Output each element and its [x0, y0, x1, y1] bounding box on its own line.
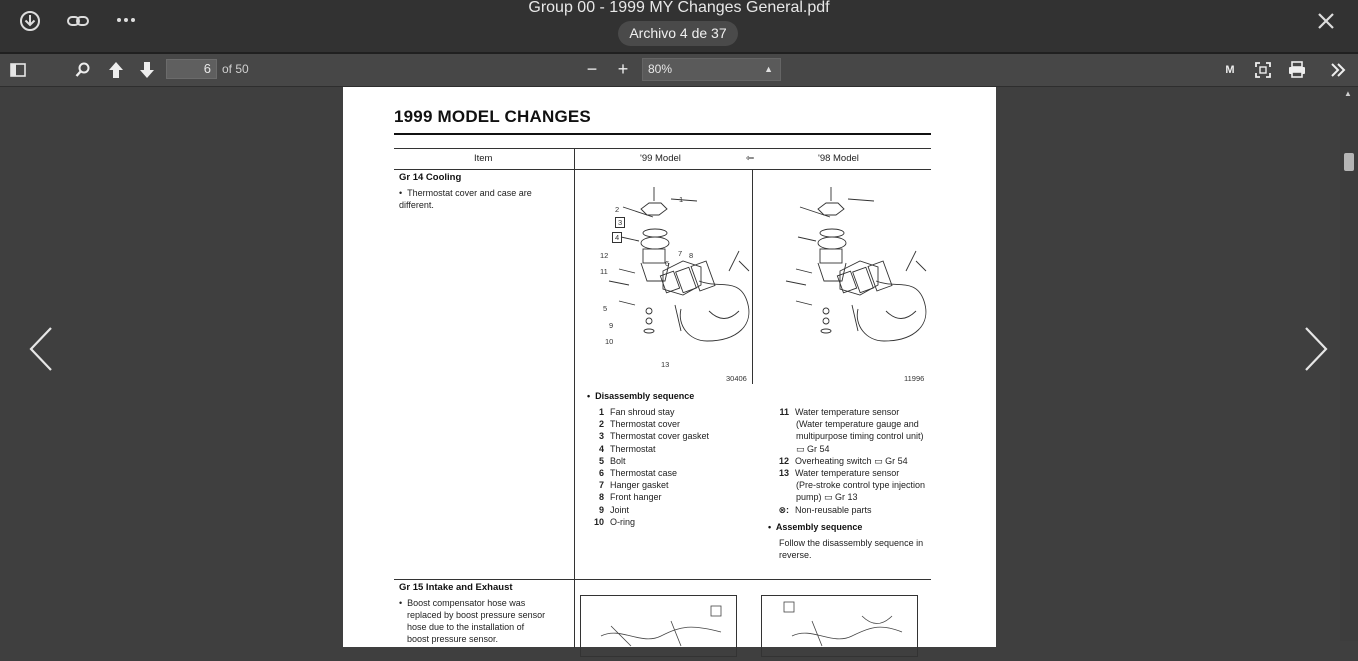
- section-gr15-title: Gr 15 Intake and Exhaust: [399, 582, 513, 593]
- tools-menu-icon[interactable]: [1327, 59, 1349, 81]
- file-counter: Archivo 4 de 37: [618, 21, 738, 46]
- zoom-select[interactable]: [642, 58, 781, 81]
- presentation-mode-icon[interactable]: [1252, 59, 1274, 81]
- heading-rule: [394, 133, 931, 135]
- seq11-line2: (Water temperature gauge and: [796, 419, 919, 430]
- print-icon[interactable]: [1286, 59, 1308, 81]
- zoom-value: 80%: [648, 62, 673, 76]
- callout-10: 10: [605, 337, 614, 346]
- assembly-title: • Assembly sequence: [768, 522, 863, 532]
- manual-ref-icon: ▭: [874, 455, 886, 466]
- close-icon[interactable]: [1313, 8, 1339, 34]
- sequence-item: 5 Bolt: [598, 455, 626, 466]
- disassembly-title-text: Disassembly sequence: [595, 391, 695, 401]
- table-row-line: [394, 579, 931, 580]
- section-gr14-bullet-text: Thermostat cover and case are different.: [399, 188, 532, 210]
- callout-2: 2: [615, 205, 620, 214]
- assembly-title-text: Assembly sequence: [775, 522, 863, 532]
- figure-gr15-98: [761, 595, 918, 657]
- figure-divider: [752, 169, 753, 384]
- section-gr15-bullet: [399, 597, 569, 645]
- next-page-icon[interactable]: [136, 59, 158, 81]
- manual-ref-icon: ▭: [824, 492, 836, 503]
- callout-12: 12: [600, 251, 609, 260]
- disassembly-title: • Disassembly sequence: [587, 391, 695, 401]
- pdf-page: [343, 87, 996, 647]
- file-title: Group 00 - 1999 MY Changes General.pdf: [528, 0, 830, 16]
- previous-file-arrow-icon[interactable]: [27, 325, 55, 373]
- sidebar-toggle-icon[interactable]: [7, 59, 29, 81]
- table-header-line: [394, 169, 931, 170]
- next-file-arrow-icon[interactable]: [1302, 325, 1330, 373]
- table-top-line: [394, 148, 931, 149]
- col-header-99: '99 Model: [640, 153, 681, 164]
- sequence-item: 1 Fan shroud stay: [598, 407, 675, 417]
- callout-13: 13: [661, 360, 670, 369]
- callout-11: 11: [600, 267, 608, 276]
- gr15-line1: • Boost compensator hose was: [399, 598, 526, 608]
- gr15-line3: hose due to the installation of: [407, 622, 525, 632]
- callout-7: 7: [678, 249, 683, 258]
- sequence-item: 10 O-ring: [593, 516, 636, 527]
- zoom-out-button[interactable]: −: [586, 59, 598, 79]
- zoom-in-button[interactable]: +: [617, 59, 629, 79]
- sequence-item: 2 Thermostat cover: [598, 419, 681, 430]
- document-heading: 1999 MODEL CHANGES: [394, 107, 591, 126]
- assembly-text-line1: Follow the disassembly sequence in: [779, 538, 924, 548]
- sequence-item: 8 Front hanger: [598, 492, 662, 503]
- figure-99-number: 30406: [726, 374, 747, 383]
- select-arrows-icon: ▲: [764, 64, 773, 74]
- callout-1: 1: [679, 195, 684, 204]
- bullet-dot: •: [399, 188, 408, 198]
- page-count: of 50: [222, 62, 249, 76]
- viewer-top-bar: [0, 0, 1358, 52]
- assembly-text: [779, 537, 939, 561]
- gr15-line4: boost pressure sensor.: [407, 634, 499, 644]
- sequence-item: 6 Thermostat case: [598, 468, 678, 479]
- col-header-98: '98 Model: [818, 153, 859, 164]
- vertical-scrollbar[interactable]: [1340, 87, 1358, 641]
- nonreusable-icon: ⊗:: [778, 504, 789, 515]
- sequence-item-12: 12 Overheating switch ▭ Gr 54: [778, 455, 908, 466]
- seq11-ref: ▭ Gr 54: [796, 443, 830, 454]
- sequence-item-11: 11 Water temperature sensor: [779, 407, 900, 417]
- seq11-line3: multipurpose timing control unit): [796, 431, 924, 442]
- figure-gr15-99: [580, 595, 737, 657]
- col-header-arrow: ⇦: [746, 153, 754, 164]
- scroll-up-icon[interactable]: ▲: [1344, 89, 1352, 98]
- page-number-input[interactable]: 6: [166, 59, 217, 79]
- section-gr14-bullet: [399, 187, 559, 211]
- scrollbar-thumb[interactable]: [1344, 153, 1354, 171]
- callout-6: 6: [665, 259, 670, 268]
- sequence-item: 9 Joint: [598, 504, 630, 515]
- callout-8: 8: [689, 251, 694, 260]
- gr15-line2: replaced by boost pressure sensor: [407, 610, 546, 620]
- figure-98-number: 11996: [904, 374, 925, 383]
- figure-98-thermostat: [756, 181, 928, 373]
- assembly-text-line2: reverse.: [779, 550, 812, 561]
- callout-9: 9: [609, 321, 614, 330]
- sequence-item: 7 Hanger gasket: [598, 480, 669, 491]
- sequence-item: 3 Thermostat cover gasket: [598, 431, 710, 442]
- manual-ref-icon: ▭: [796, 443, 808, 454]
- more-menu-icon[interactable]: M: [1225, 64, 1235, 76]
- search-icon[interactable]: [72, 59, 94, 81]
- col-header-item: Item: [474, 153, 493, 164]
- sequence-item: 4 Thermostat: [598, 443, 656, 454]
- sequence-item-13: 13 Water temperature sensor: [778, 468, 900, 479]
- sequence-left-list: [592, 406, 762, 528]
- table-col-divider: [574, 148, 575, 648]
- previous-page-icon[interactable]: [105, 59, 127, 81]
- sequence-right-list: [777, 406, 937, 516]
- seq13-line3: pump) ▭ Gr 13: [796, 492, 858, 503]
- figure-gr15-99-drawing: [581, 596, 736, 656]
- callout-4: 4: [612, 232, 622, 243]
- callout-3: 3: [615, 217, 625, 228]
- callout-5: 5: [603, 304, 608, 313]
- seq13-line2: (Pre-stroke control type injection: [796, 480, 926, 491]
- nonreusable-legend: ⊗: Non-reusable parts: [778, 504, 872, 515]
- section-gr14-title: Gr 14 Cooling: [399, 172, 462, 183]
- figure-gr15-98-drawing: [762, 596, 917, 656]
